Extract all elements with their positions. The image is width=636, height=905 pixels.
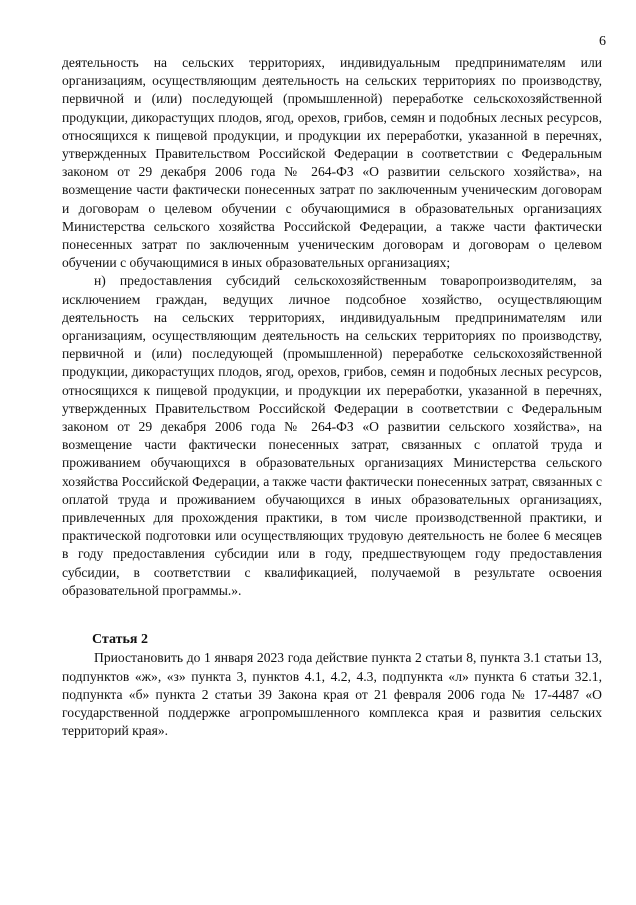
paragraph-continuation: деятельность на сельских территориях, индивидуальным предпринимателям или организациям, осуществляющим деятельность на сельских территориях по производству, первичной и (или) последующей (промышленной) переработке сельскохозяйственной продукции, дикорастущих плодов, ягод, орехов, грибов, семян и подобных лесных ресурсов, относящихся к пищевой продукции, и продукции их переработки, указанной в перечнях, утвержденных Правительством Российской Федерации в соответствии с Федеральным законом от 29 декабря 2006 года № 264-ФЗ «О развитии сельского хозяйства», на возмещение части фактически понесенных затрат по заключенным ученическим договорам и договорам о целевом обучении с обучающимися в образовательных организациях Министерства сельского хозяйства Российской Федерации, а также части фактически понесенных затрат по заключенным ученическим договорам и договорам о целевом обучении с обучающимися в иных образовательных организациях; xyxy=(62,55,602,271)
page-number: 6 xyxy=(599,34,606,49)
paragraph-item-n: н) предоставления субсидий сельскохозяйственным товаропроизводителям, за исключением граждан, ведущих личное подсобное хозяйство, осуществляющим деятельность на сельских территориях, индивидуальным предпринимателям или организациям, осуществляющим деятельность на сельских территориях по производству, первичной и (или) последующей (промышленной) переработке сельскохозяйственной продукции, дикорастущих плодов, ягод, орехов, грибов, семян и подобных лесных ресурсов, относящихся к пищевой продукции, и продукции их переработки, указанной в перечнях, утвержденных Правительством Российской Федерации в соответствии с Федеральным законом от 29 декабря 2006 года № 264-ФЗ «О развитии сельского хозяйства», на возмещение части фактически понесенных затрат, связанных с оплатой труда и проживанием обучающихся в образовательных организациях Министерства сельского хозяйства Российской Федерации, а также части фактически понесенных затрат, связанных с оплатой труда и проживанием обучающихся в иных образовательных организациях, привлеченных для прохождения практики, в том числе производственной практики, и практической подготовки или осуществляющих трудовую деятельность не более 6 месяцев в году предоставления субсидии или в году, предшествующем году предоставления субсидии, в соответствии с квалификацией, получаемой в результате освоения образовательной программы.». xyxy=(62,273,602,598)
document-body xyxy=(62,54,602,740)
article-text: Приостановить до 1 января 2023 года действие пункта 2 статьи 8, пункта 3.1 статьи 13, подпунктов «ж», «з» пункта 3, пунктов 4.1, 4.2, 4.3, подпункта «л» пункта 6 статьи 32.1, подпункта «б» пункта 2 статьи 39 Закона края от 21 февраля 2006 года № 17-4487 «О государственной поддержке агропромышленного комплекса края и развития сельских территорий края». xyxy=(62,650,602,739)
article-heading: Статья 2 xyxy=(92,632,148,648)
